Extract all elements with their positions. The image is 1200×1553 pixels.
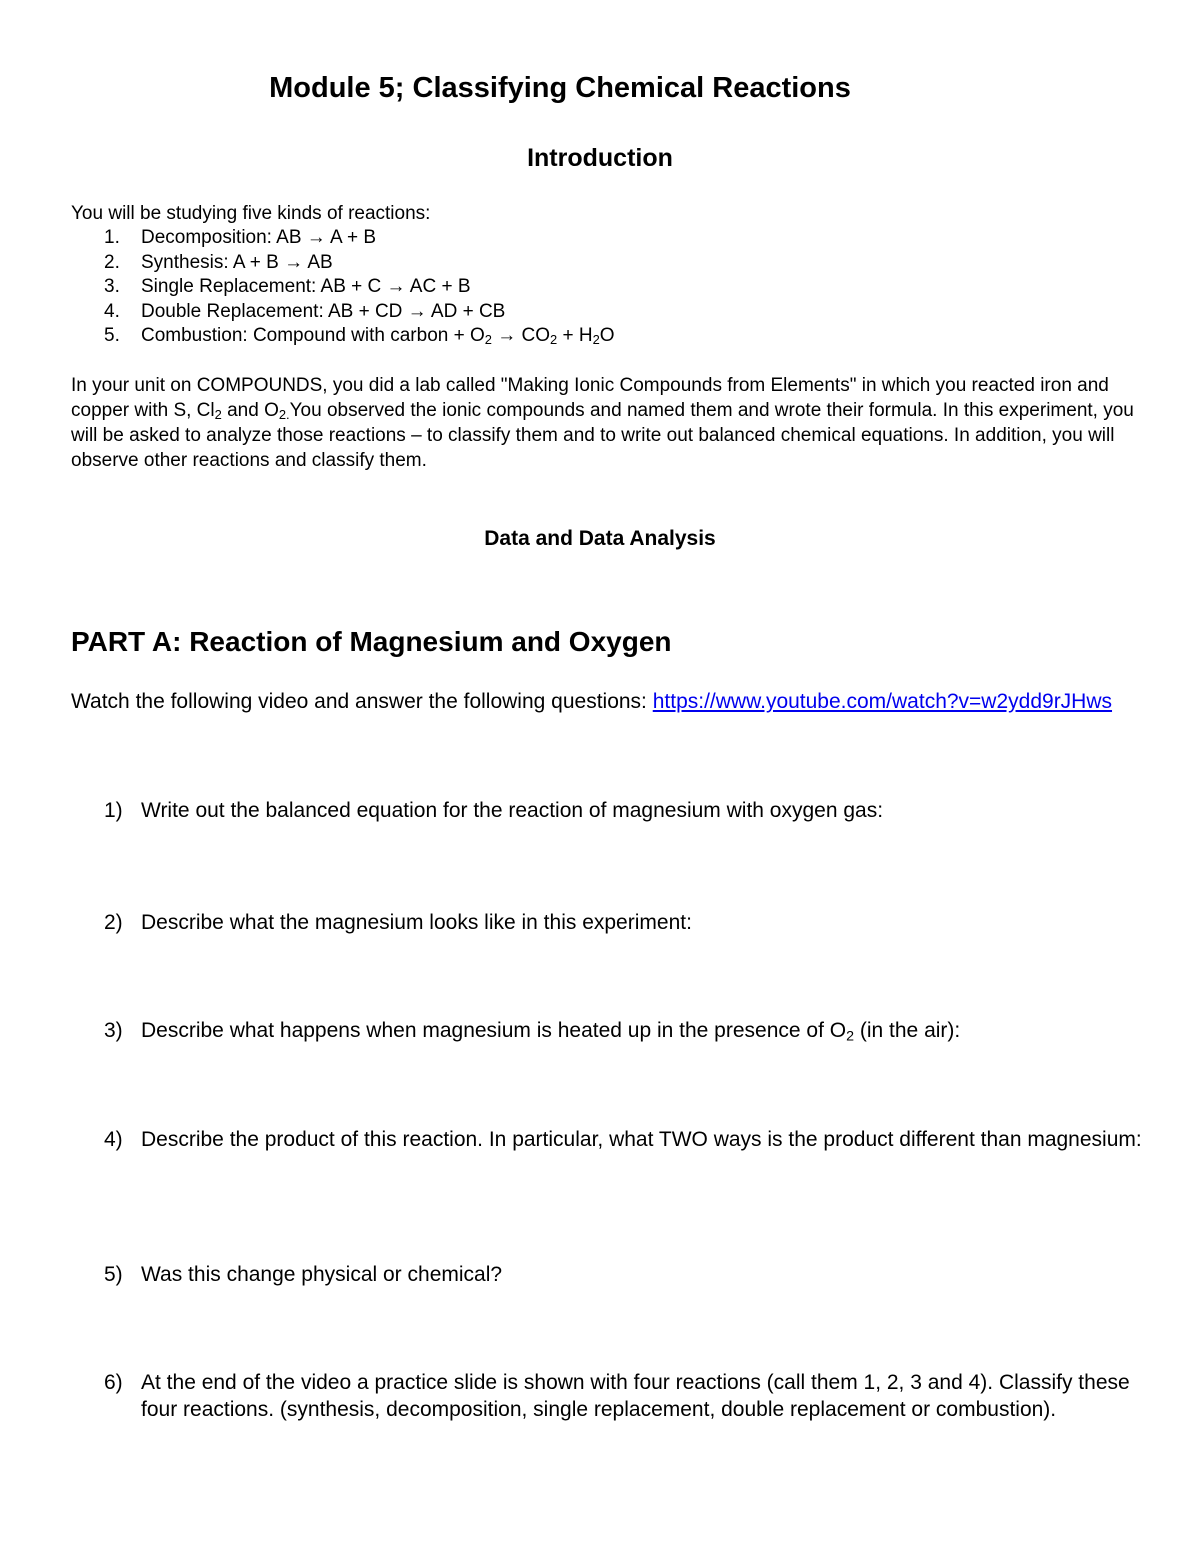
list-number: 1. [104,227,120,248]
reaction-combustion: Combustion: Compound with carbon + $O_2 \to CO_2 + H_2O$ [141,325,615,348]
reaction-synthesis: Synthesis: A + B → AB [141,251,333,273]
question-number: 4) [104,1128,123,1151]
question-number: 6) [104,1371,123,1394]
document-title: Module 5; Classifying Chemical Reactions [269,72,851,104]
reaction-decomposition: Decomposition: AB → A + B [141,227,376,248]
list-number: 3. [104,276,120,298]
intro-paragraph: In your unit on COMPOUNDS, you did a lab called "Making Ionic Compounds from Elements" in which you reacted iron and copper with S, $Cl_2$ and $O_{2.}You$ observed the ionic compounds and named them and wrote their formula. In this experiment, you will be asked to analyze those reactions – to classify them and to write out balanced chemical equations. In addition, you will observe other reactions and classify them. [71,375,1134,471]
question-number: 1) [104,799,123,822]
question-4 [104,1126,1144,1153]
question-text: Describe the product of this reaction. In particular, what TWO ways is the product different than magnesium: [141,1128,1142,1151]
question-5 [104,1261,1144,1288]
reaction-types-list [104,225,615,348]
video-link[interactable]: https://www.youtube.com/watch?v=w2ydd9rJHws [652,690,1113,713]
list-item [104,250,615,275]
reaction-single-replacement: Single Replacement: AB + C → AC + B [141,276,471,298]
watch-instructions: Watch the following video and answer the following questions: https://www.youtube.com/watch?v=w2ydd9rJHws [71,690,1113,713]
question-1 [104,797,1144,824]
list-number: 5. [104,325,120,347]
list-item [104,323,615,348]
intro-lead-text: You will be studying five kinds of reactions: [71,203,431,224]
question-text: Describe what the magnesium looks like in this experiment: [141,911,692,934]
list-number: 4. [104,300,120,322]
question-text: Describe what happens when magnesium is heated up in the presence of $O_2$ (in the air): [141,1019,961,1045]
list-item [104,299,615,324]
question-6 [104,1369,1144,1423]
question-number: 3) [104,1019,123,1042]
reaction-double-replacement: Double Replacement: AB + CD → AD + CB [141,300,506,322]
question-3 [104,1017,1144,1044]
list-number: 2. [104,251,120,273]
question-text: Was this change physical or chemical? [141,1263,503,1286]
question-2 [104,909,1144,936]
part-a-heading: PART A: Reaction of Magnesium and Oxygen [71,626,672,657]
list-item [104,274,615,299]
question-text: At the end of the video a practice slide is shown with four reactions (call them 1, 2, 3 and 4). Classify these four reactions. (synthesis, decomposition, single replacement, double replacement or combustion). [141,1371,1130,1421]
question-number: 2) [104,911,123,934]
introduction-heading: Introduction [527,144,673,172]
question-number: 5) [104,1263,123,1286]
question-text: Write out the balanced equation for the reaction of magnesium with oxygen gas: [141,799,884,822]
data-analysis-heading: Data and Data Analysis [484,527,716,550]
list-item [104,225,615,250]
